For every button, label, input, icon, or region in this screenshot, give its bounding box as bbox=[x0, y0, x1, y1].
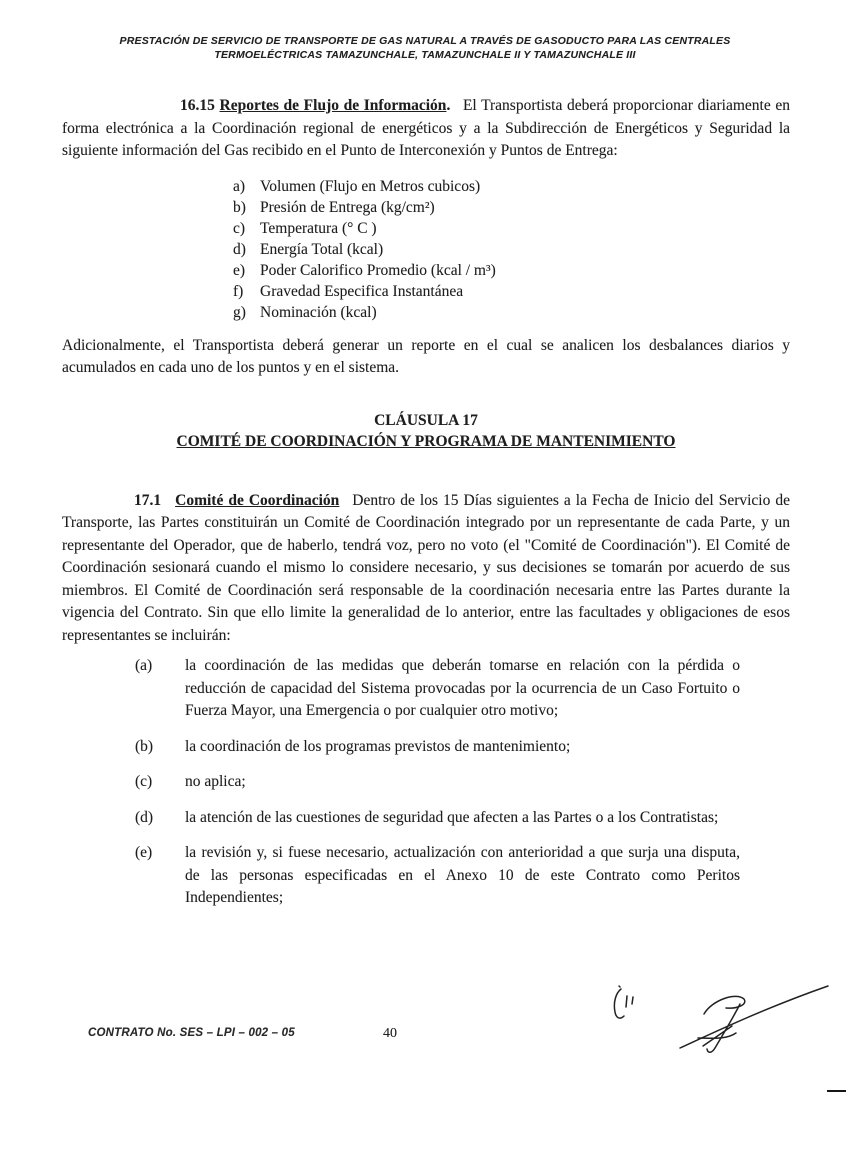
section-17-1-number: 17.1 bbox=[134, 491, 162, 509]
list-item-label: g) bbox=[233, 303, 246, 321]
list-item bbox=[233, 260, 790, 281]
list-item-text: Gravedad Especifica Instantánea bbox=[260, 282, 464, 300]
clause-item-label: (b) bbox=[135, 737, 154, 755]
page-number: 40 bbox=[383, 1026, 397, 1041]
list-item-label: b) bbox=[233, 198, 246, 216]
clause-item bbox=[135, 842, 740, 910]
committee-duties-list bbox=[62, 655, 790, 910]
clause-item-text: la revisión y, si fuese necesario, actualización con anterioridad a que surja una disputa, de las personas especificadas en el Anexo 10 de este Contrato como Peritos Independientes; bbox=[185, 844, 740, 906]
footer-contract-number: CONTRATO No. SES – LPI – 002 – 05 bbox=[88, 1027, 295, 1039]
list-item bbox=[233, 281, 790, 302]
header-line-2: TERMOELÉCTRICAS TAMAZUNCHALE, TAMAZUNCHALE II Y TAMAZUNCHALE III bbox=[214, 49, 636, 61]
clause-17-heading bbox=[62, 410, 790, 452]
clause-item-label: (d) bbox=[135, 808, 154, 826]
section-17-1-paragraph bbox=[62, 490, 790, 648]
section-17-1-body: Dentro de los 15 Días siguientes a la Fecha de Inicio del Servicio de Transporte, las Partes constituirán un Comité de Coordinación integrado por un representante de cada Parte, y un representante del Operador, que de haberlo, tendrá voz, pero no voto (el "Comité de Coordinación"). El Comité de Coordinación sesionará cuando el mismo lo considere necesario, y sus decisiones se tomarán por acuerdo de sus miembros. El Comité de Coordinación será responsable de la coordinación necesaria entre las Partes durante la vigencia del Contrato. Sin que ello limite la generalidad de lo anterior, entre las facultades y obligaciones de esos representantes se incluirán: bbox=[62, 491, 790, 644]
clause-item-text: la atención de las cuestiones de seguridad que afecten a las Partes o a los Contratistas; bbox=[185, 808, 719, 826]
list-item bbox=[233, 218, 790, 239]
section-17-1-title: Comité de Coordinación bbox=[175, 491, 340, 509]
section-16-15-paragraph bbox=[62, 95, 790, 163]
list-item-label: f) bbox=[233, 282, 244, 300]
clause-item bbox=[135, 771, 740, 794]
list-item-text: Nominación (kcal) bbox=[260, 303, 377, 321]
clause-item bbox=[135, 655, 740, 723]
list-item bbox=[233, 239, 790, 260]
clause-item-label: (e) bbox=[135, 844, 153, 861]
clause-item-label: (a) bbox=[135, 657, 153, 674]
section-16-15-body: El Transportista deberá proporcionar diariamente en forma electrónica a la Coordinación regional de energéticos y a la Subdirección de Energéticos y Seguridad la siguiente información del Gas recibido en el Punto de Interconexión y Puntos de Entrega: bbox=[62, 97, 791, 159]
section-16-15-title: Reportes de Flujo de Información bbox=[219, 97, 447, 114]
list-item bbox=[233, 176, 790, 197]
clause-item bbox=[135, 736, 740, 759]
initials-signature bbox=[605, 982, 647, 1035]
list-item-text: Energía Total (kcal) bbox=[260, 240, 384, 258]
gas-info-list bbox=[233, 176, 790, 323]
list-item-text: Volumen (Flujo en Metros cubicos) bbox=[260, 177, 481, 195]
clause-17-number: CLÁUSULA 17 bbox=[374, 411, 478, 429]
list-item bbox=[233, 197, 790, 218]
section-16-15-separator: . bbox=[446, 97, 451, 114]
clause-17-title: COMITÉ DE COORDINACIÓN Y PROGRAMA DE MANTENIMIENTO bbox=[176, 432, 676, 450]
corner-mark bbox=[827, 1090, 846, 1092]
clause-item-label: (c) bbox=[135, 773, 153, 790]
list-item bbox=[233, 302, 790, 323]
list-item-label: d) bbox=[233, 240, 246, 258]
section-16-15-number: 16.15 bbox=[180, 97, 215, 114]
list-item-label: c) bbox=[233, 219, 246, 237]
list-item-text: Temperatura (° C ) bbox=[260, 219, 377, 237]
clause-item-text: no aplica; bbox=[185, 773, 246, 790]
document-header bbox=[0, 0, 850, 62]
list-item-text: Presión de Entrega (kg/cm²) bbox=[260, 198, 435, 216]
list-item-text: Poder Calorifico Promedio (kcal / m³) bbox=[260, 261, 496, 279]
document-content bbox=[0, 95, 850, 910]
header-line-1: PRESTACIÓN DE SERVICIO DE TRANSPORTE DE GAS NATURAL A TRAVÉS DE GASODUCTO PARA LAS CENTRALES bbox=[119, 35, 731, 47]
clause-item-text: la coordinación de las medidas que deberán tomarse en relación con la pérdida o reducción de capacidad del Sistema provocadas por la ocurrencia de un Caso Fortuito o Fuerza Mayor, una Emergencia o por cualquier otro motivo; bbox=[185, 657, 740, 719]
list-item-label: e) bbox=[233, 261, 246, 279]
additional-note-paragraph: Adicionalmente, el Transportista deberá generar un reporte en el cual se analicen los desbalances diarios y acumulados en cada uno de los puntos y en el sistema. bbox=[62, 336, 790, 376]
clause-item-text: la coordinación de los programas previstos de mantenimiento; bbox=[185, 737, 571, 755]
list-item-label: a) bbox=[233, 177, 246, 195]
clause-item bbox=[135, 807, 740, 830]
main-signature bbox=[670, 980, 835, 1065]
